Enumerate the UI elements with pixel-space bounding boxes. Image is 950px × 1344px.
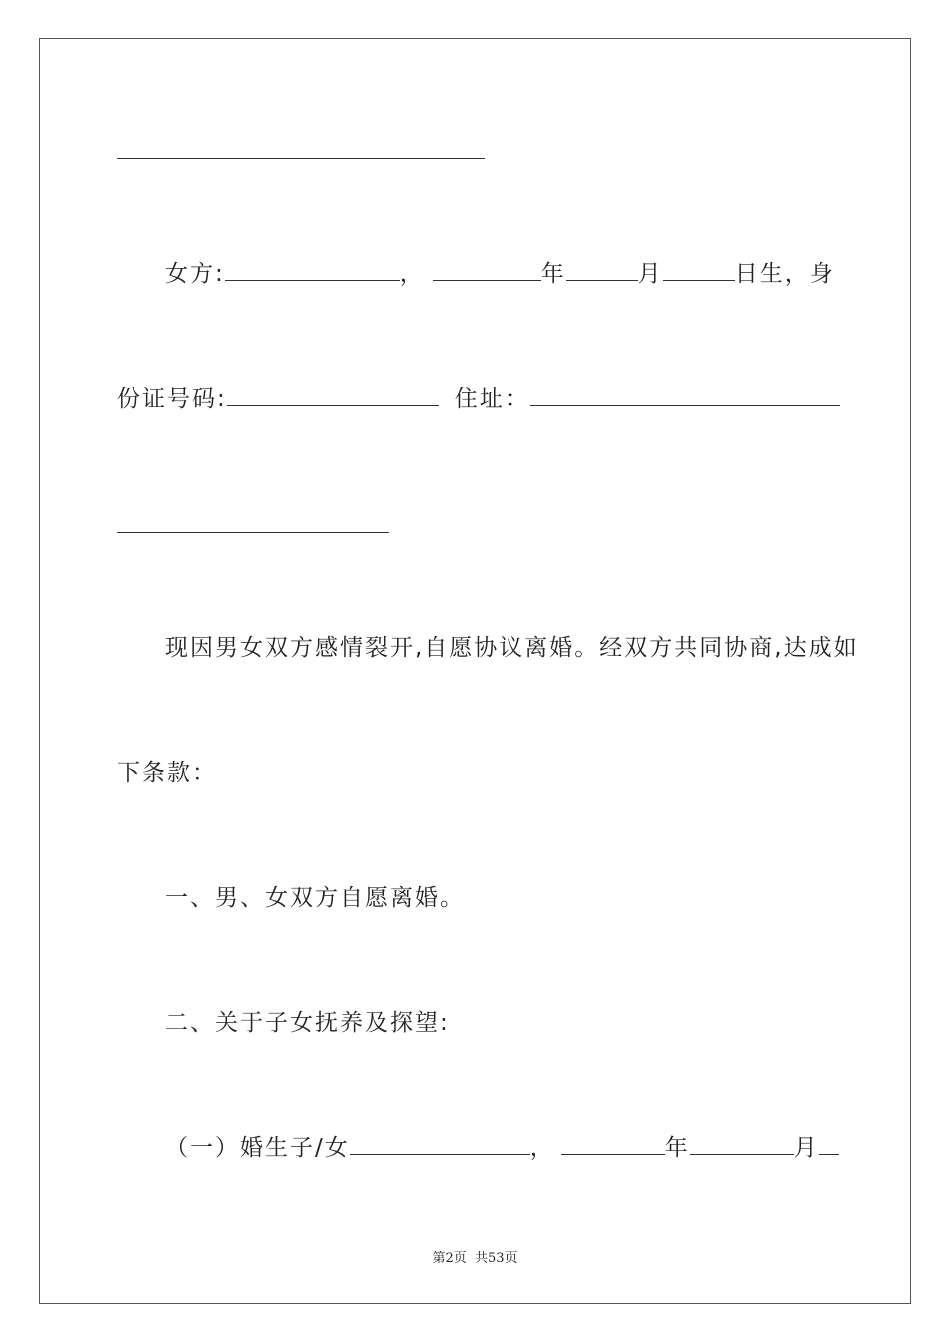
month-label: 月 <box>637 261 663 287</box>
page-border <box>39 38 911 1304</box>
year-blank <box>433 260 541 281</box>
child-year-label: 年 <box>664 1135 690 1161</box>
address-label: 住址： <box>454 386 530 412</box>
intro-line-2: 下条款： <box>117 760 217 786</box>
day-born-label: 日生，身 <box>734 261 835 287</box>
id-number-blank <box>227 385 439 406</box>
page-number: 第2页 <box>432 1251 467 1266</box>
female-name-blank <box>225 260 400 281</box>
total-pages: 共53页 <box>474 1251 518 1266</box>
comma: ， <box>399 261 425 287</box>
blank-line <box>117 158 485 159</box>
child-month-blank <box>690 1134 794 1155</box>
id-address-line <box>117 384 840 414</box>
page-footer <box>0 1247 950 1266</box>
child-name-blank <box>350 1134 530 1155</box>
child-day-blank <box>819 1134 839 1155</box>
child-label: （一）婚生子/女 <box>165 1135 350 1161</box>
address-continuation-blank <box>117 532 389 533</box>
clause-two: 二、关于子女抚养及探望: <box>165 1010 450 1036</box>
child-month-label: 月 <box>793 1135 819 1161</box>
clause-child-line <box>165 1133 839 1163</box>
child-year-blank <box>561 1134 665 1155</box>
intro-line-1: 现因男女双方感情裂开,自愿协议离婚。经双方共同协商,达成如 <box>165 635 859 661</box>
month-blank <box>566 260 638 281</box>
female-info-line <box>165 259 835 289</box>
id-label: 份证号码: <box>117 386 227 412</box>
female-label: 女方: <box>165 261 225 287</box>
comma: ， <box>529 1135 555 1161</box>
address-blank <box>530 385 840 406</box>
year-label: 年 <box>540 261 566 287</box>
clause-one: 一、男、女双方自愿离婚。 <box>165 885 465 911</box>
day-blank <box>663 260 735 281</box>
